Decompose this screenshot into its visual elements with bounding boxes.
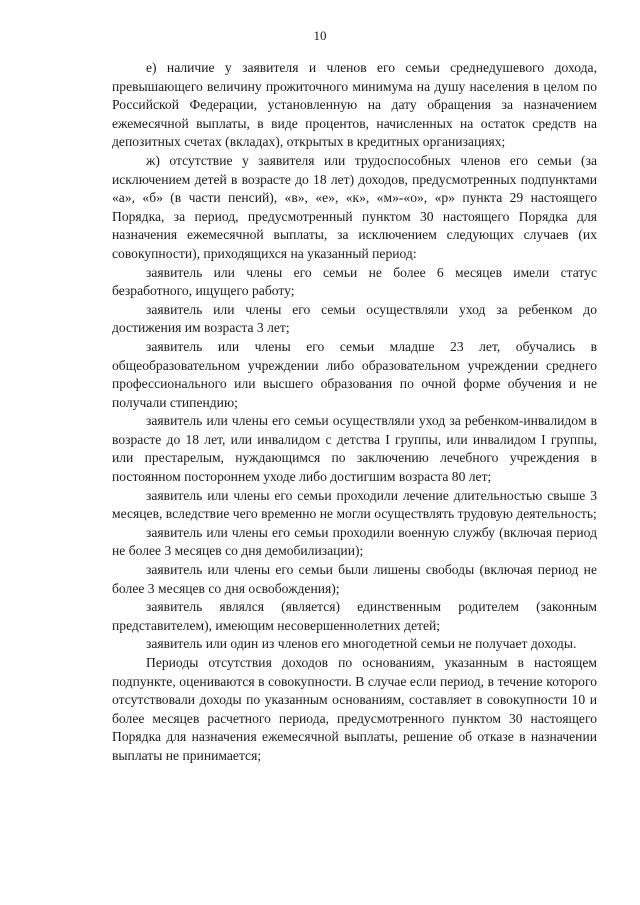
exception-single-parent: заявитель являлся (является) единственным родителем (законным представителем), имеющим несовершеннолетних детей;	[112, 599, 597, 633]
exception-students: заявитель или члены его семьи младше 23 лет, обучались в общеобразовательном учреждении либо образовательном учреждении среднего профессионального или высшего образования по очной форме обучения и не получали стипендию;	[112, 338, 597, 410]
exception-imprisonment: заявитель или члены его семьи были лишены свободы (включая период не более 3 месяцев со дня освобождения);	[112, 562, 597, 596]
document-body	[112, 59, 597, 766]
exception-disabled-care: заявитель или члены его семьи осуществляли уход за ребенком-инвалидом в возрасте до 18 лет, или инвалидом с детства I группы, или инвалидом I группы, или престарелым, нуждающимся по заключению лечебного учреждения в постоянном постороннем уходе либо достигшим возраста 80 лет;	[112, 413, 597, 485]
exception-childcare: заявитель или члены его семьи осуществляли уход за ребенком до достижения им возраста 3 лет;	[112, 301, 597, 336]
paragraph-zh: ж) отсутствие у заявителя или трудоспособных членов его семьи (за исключением детей в возрасте до 18 лет) доходов, предусмотренных подпунктами «а», «б» (в части пенсий), «в», «е», «к», «м»-«о», «р» пункта 29 настоящего Порядка, за период, предусмотренный пунктом 30 настоящего Порядка для назначения ежемесячной выплаты, за исключением следующих случаев (их совокупности), приходящихся на указанный период:	[112, 152, 597, 261]
page-number: 10	[313, 28, 327, 43]
paragraph-periods: Периоды отсутствия доходов по основаниям, указанным в настоящем подпункте, оцениваются в совокупности. В случае если период, в течение которого отсутствовали доходы по указанным основаниям, составляет в совокупности 10 и более месяцев расчетного периода, предусмотренного пунктом 30 настоящего Порядка для назначения ежемесячной выплаты, решение об отказе в назначении выплаты не принимается;	[112, 655, 597, 763]
exception-unemployed: заявитель или члены его семьи не более 6 месяцев имели статус безработного, ищущего работу;	[112, 264, 597, 299]
exception-large-family: заявитель или один из членов его многодетной семьи не получает доходы.	[146, 636, 577, 652]
exception-military-service: заявитель или члены его семьи проходили военную службу (включая период не более 3 месяцев со дня демобилизации);	[112, 524, 597, 559]
exception-medical-treatment: заявитель или члены его семьи проходили лечение длительностью свыше 3 месяцев, вследствие чего временно не могли осуществлять трудовую деятельность;	[112, 487, 597, 522]
paragraph-e: е) наличие у заявителя и членов его семьи среднедушевого дохода, превышающего величину прожиточного минимума на душу населения в целом по Российской Федерации, установленную на дату обращения за назначением ежемесячной выплаты, в виде процентов, начисленных на остаток средств на депозитных счетах (вкладах), открытых в кредитных организациях;	[112, 60, 597, 150]
